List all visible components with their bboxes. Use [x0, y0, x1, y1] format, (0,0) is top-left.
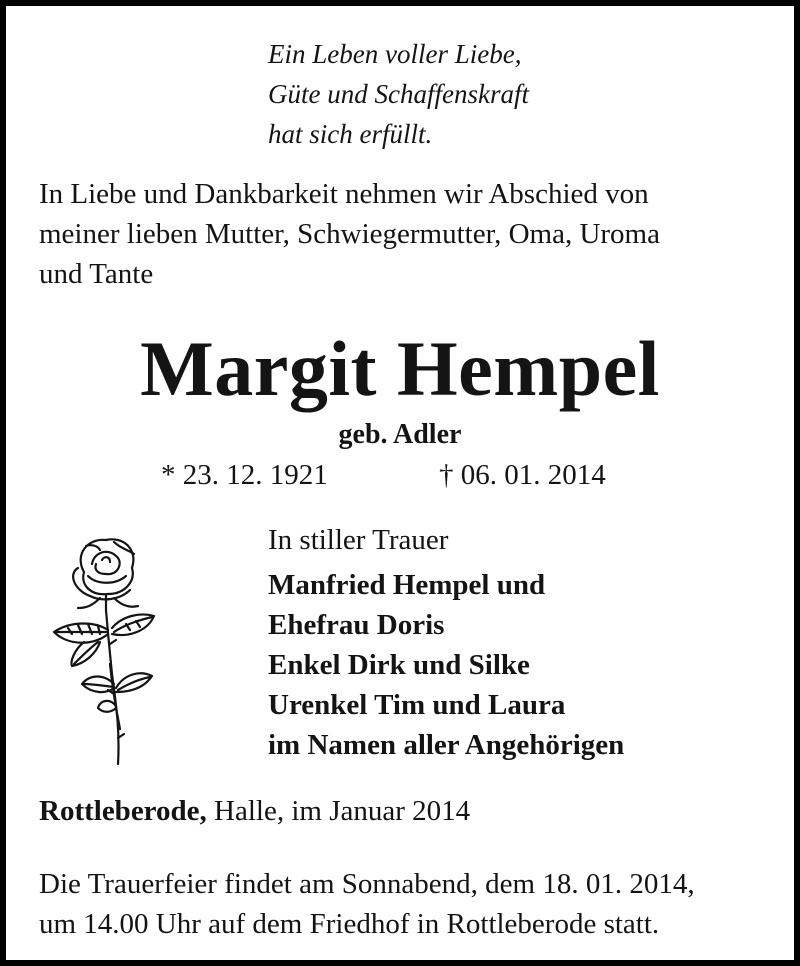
mourner-line: Urenkel Tim und Laura — [268, 689, 566, 721]
funeral-line: Die Trauerfeier findet am Sonnabend, dem 18. 01. 2014, — [39, 868, 695, 900]
intro-line: meiner lieben Mutter, Schwiegermutter, Oma, Uroma — [39, 218, 660, 250]
motto-line: Güte und Schaffenskraft — [268, 79, 529, 109]
funeral-line: um 14.00 Uhr auf dem Friedhof in Rottleberode statt. — [39, 908, 660, 940]
intro-text — [39, 174, 660, 294]
rose-icon — [44, 524, 160, 770]
deceased-name: Margit Hempel — [140, 325, 660, 412]
motto-line: Ein Leben voller Liebe, — [268, 39, 522, 69]
mourner-line: im Namen aller Angehörigen — [268, 729, 625, 761]
place-rest: Halle, im Januar 2014 — [206, 795, 471, 827]
motto-line: hat sich erfüllt. — [268, 119, 433, 149]
death-date: † 06. 01. 2014 — [439, 459, 606, 491]
mourning-heading: In stiller Trauer — [268, 524, 449, 556]
place-date-line — [39, 791, 470, 831]
birth-name: geb. Adler — [338, 419, 462, 450]
mourner-line: Enkel Dirk und Silke — [268, 649, 530, 681]
mourners-list — [268, 565, 624, 765]
mourner-line: Manfried Hempel und — [268, 569, 546, 601]
intro-line: und Tante — [39, 258, 154, 290]
intro-line: In Liebe und Dankbarkeit nehmen wir Abschied von — [39, 178, 649, 210]
place-town: Rottleberode, — [39, 795, 207, 827]
funeral-notice — [39, 864, 695, 944]
obituary-card — [6, 6, 794, 960]
mourner-line: Ehefrau Doris — [268, 609, 445, 641]
motto-quote — [268, 34, 529, 154]
birth-date: * 23. 12. 1921 — [161, 459, 328, 491]
